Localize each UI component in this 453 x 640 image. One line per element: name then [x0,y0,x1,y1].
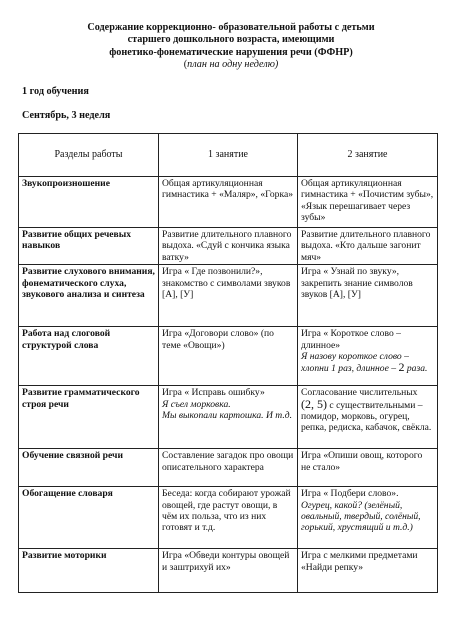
table-row [19,487,438,549]
section-cell: Развитие слухового внимания, фонематического слуха, звукового анализа и синтеза [19,265,159,327]
year-heading: 1 год обучения [22,86,89,97]
lesson-1-cell: Игра «Обведи контуры овощей и заштрихуй их» [159,549,298,593]
lesson-2-cell [298,386,438,449]
game-instruction-end: раза. [406,363,428,375]
plan-table [18,133,438,593]
table-row [19,265,438,327]
section-cell: Развитие общих речевых навыков [19,228,159,265]
table-row [19,228,438,265]
game-title: Игра « Исправь ошибку» [162,387,265,399]
lesson-2-cell: Общая артикуляционная гимнастика + «Почистим зубы», «Язык перешагивает через зубы» [298,177,438,228]
task-text: с существительными – помидор, морковь, огурец, репка, редиска, кабачок, свёкла. [301,399,432,434]
game-title: Игра « Короткое слово – длинное» [301,328,401,351]
lesson-2-cell: Игра «Опиши овощ, которого не стало» [298,449,438,487]
lesson-1-cell: Игра «Договори слово» (по теме «Овощи») [159,327,298,386]
lesson-1-cell: Игра « Где позвонили?», знакомство с символами звуков [А], [У] [159,265,298,327]
lesson-1-cell [159,386,298,449]
example-sentence: Я съел морковка. [162,398,231,410]
lesson-2-cell: Игра с мелкими предметами «Найди репку» [298,549,438,593]
lesson-1-cell: Беседа: когда собирают урожай овощей, где растут овощи, в чём их польза, что из них готовят и т.д. [159,487,298,549]
lesson-1-cell: Составление загадок про овощи описательного характера [159,449,298,487]
header-lesson-1: 1 занятие [159,134,298,177]
section-cell: Звукопроизношение [19,177,159,228]
table-row [19,386,438,449]
table-row [19,549,438,593]
document-title [40,22,422,71]
title-line-4 [40,59,422,71]
title-paren: ( [183,58,188,70]
title-line-3: фонетико-фонематические нарушения речи (ФФНР) [109,46,353,58]
header-sections: Разделы работы [19,134,159,177]
example-sentence: Мы выкопали картошка. И т.д. [162,410,292,422]
section-cell: Развитие грамматического строя речи [19,386,159,449]
task-title: Согласование числительных [301,387,418,399]
game-instruction: Я назову короткое слово – хлопни 1 раз, длинное – [301,351,409,375]
game-title: Игра « Подбери слово». [301,488,399,500]
lesson-2-cell: Игра « Узнай по звуку», закрепить знание символов звуков [А], [У] [298,265,438,327]
table-row [19,449,438,487]
table-row [19,177,438,228]
lesson-2-cell [298,487,438,549]
table-header-row [19,134,438,177]
lesson-1-cell: Развитие длительного плавного выдоха. «Сдуй с кончика языка ватку» [159,228,298,265]
table-row [19,327,438,386]
title-subtitle: план на одну неделю) [187,58,279,70]
lesson-1-cell: Общая артикуляционная гимнастика + «Маляр», «Горка» [159,177,298,228]
title-line-1: Содержание коррекционно- образовательной работы с детьми [87,22,375,33]
lesson-2-cell: Развитие длительного плавного выдоха. «Кто дальше загонит мяч» [298,228,438,265]
lesson-2-cell [298,327,438,386]
numerals: (2, 5) [301,396,327,411]
game-example: Огурец, какой? (зелёный, овальный, твердый, солёный, горький, хрустящий и т.д.) [301,499,421,534]
section-cell: Развитие моторики [19,549,159,593]
week-heading: Сентябрь, 3 неделя [22,110,111,121]
count-two: 2 [398,360,405,375]
section-cell: Обогащение словаря [19,487,159,549]
section-cell: Обучение связной речи [19,449,159,487]
title-line-2: старшего дошкольного возраста, имеющими [127,34,335,46]
header-lesson-2: 2 занятие [298,134,438,177]
section-cell: Работа над слоговой структурой слова [19,327,159,386]
